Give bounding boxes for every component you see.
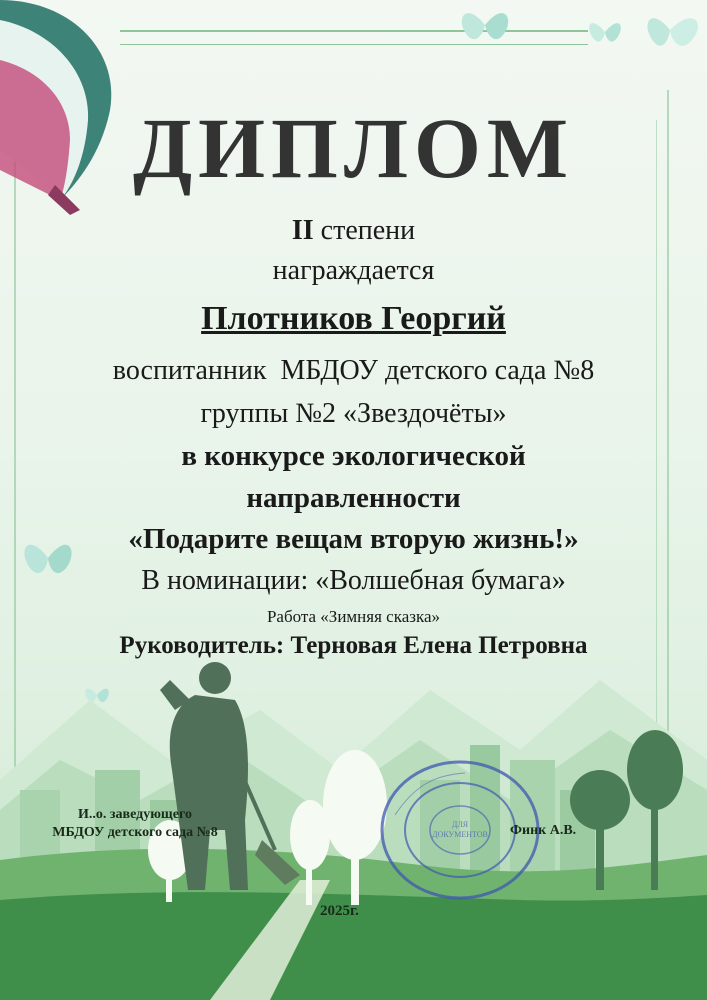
frame-line-top-1 xyxy=(120,30,588,32)
recipient-name: Плотников Георгий xyxy=(201,300,506,337)
butterfly-icon xyxy=(455,0,515,50)
signature-title-line2: МБДОУ детского сада №8 xyxy=(52,825,218,840)
work-line: Работа «Зимняя сказка» xyxy=(266,607,441,626)
awarded-line: награждается xyxy=(272,255,435,286)
signature-title-line1: И..о. заведующего xyxy=(78,807,192,822)
nomination-line: В номинации: «Волшебная бумага» xyxy=(141,565,566,596)
contest-name: «Подарите вещам вторую жизнь!» xyxy=(128,523,579,555)
svg-text:ДЛЯ: ДЛЯ xyxy=(451,820,469,829)
pupil-line: воспитанник МБДОУ детского сада №8 xyxy=(112,355,595,386)
degree-line xyxy=(0,215,707,247)
diploma-title: ДИПЛОМ xyxy=(132,100,575,196)
group-line: группы №2 «Звездочёты» xyxy=(200,398,507,429)
degree-numeral: II xyxy=(291,215,314,246)
supervisor-line: Руководитель: Терновая Елена Петровна xyxy=(119,632,588,659)
contest-line-2: направленности xyxy=(246,482,461,514)
issue-year: 2025г. xyxy=(320,903,359,919)
butterfly-icon xyxy=(585,12,625,52)
signature-block-left xyxy=(30,806,240,842)
frame-line-top-2 xyxy=(120,44,588,45)
contest-line-1: в конкурсе экологической xyxy=(181,440,526,472)
signature-name-right: Финк А.В. xyxy=(510,823,577,838)
svg-text:ДОКУМЕНТОВ: ДОКУМЕНТОВ xyxy=(432,830,488,839)
butterfly-icon xyxy=(640,0,707,60)
degree-word: степени xyxy=(313,215,416,246)
